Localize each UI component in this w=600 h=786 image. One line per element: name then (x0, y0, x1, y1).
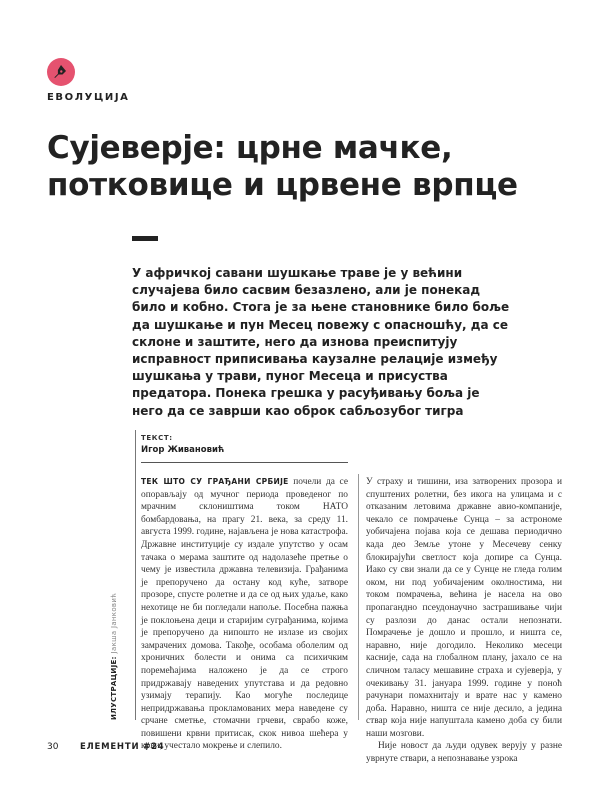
body-column-left (141, 476, 348, 753)
body-paragraph: У страху и тишини, иза затворених прозора и спуштених ролетни, без икога на улицама и с отказаним летовима државне авио-компаније, чекало се помрачење Сунца – за астрономе уобичајена појава која се дешава периодично када део Земље утоне у Месечеву сенку блокирајући светлост која допире са Сунца. Иако су сви знали да се у Сунце не гледа голим оком, ни под уобичајеним околностима, ни током помрачења, већина је насела на ово пропагандно псеудонаучно застрашивање чији су разлози до данас остали непознати. Помрачење је дошло и прошло, и ништа се, наравно, није догодило. Неколико месеци касније, сада на глобалном плану, јахало се на сличном таласу мешавине страха и сујеверја, у очекивању 31. јануара 1999. године у поноћ рачунари помахнитају и врате нас у камено доба. Наравно, ништа се није десило, а једина ствар која није напуштала камено доба су били наши мозгови. (366, 477, 562, 739)
byline-author: Игор Живановић (141, 445, 225, 455)
fountain-pen-icon (53, 64, 69, 80)
body-column-right (366, 476, 562, 766)
body-paragraph (141, 476, 348, 753)
article-title: Сујеверје: црне мачке, потковице и црвене врпце (47, 130, 518, 203)
title-rule (132, 236, 158, 241)
margin-rule (135, 430, 136, 720)
section-badge (47, 58, 75, 86)
illustration-label: ИЛУСТРАЦИЈЕ: (110, 656, 118, 720)
article-lead: У афричкој савани шушкање траве је у већини случајева било сасвим безазлено, али је понекад било и кобно. Стога је за њене становнике било боље да шушкање и пун Месец повежу с опасношћу, да се склоне и заштите, него да изнова преиспитују исправност приписивања каузалне релације између шушкања у трави, пуног Месеца и присуства предатора. Понека грешка у расуђивању боља је него да се заврши као оброк сабљозубог тигра (132, 266, 510, 418)
byline-rule (141, 462, 348, 463)
page-number: 30 (47, 742, 59, 752)
run-in-heading: ТЕК ШТО СУ ГРАЂАНИ СРБИЈЕ (141, 477, 289, 486)
body-paragraph: Није новост да људи одувек верују у разне уврнуте ствари, а непознавање узрока (366, 741, 562, 765)
magazine-name: ЕЛЕМЕНТИ #24 (80, 742, 165, 752)
illustration-credit (110, 593, 118, 720)
byline-label: ТЕКСТ: (141, 434, 173, 442)
illustration-artist: Јакша Јанковић (110, 592, 118, 654)
body-text: почели да се опорављају од мучног периода проведеног по мрачним склоништима током НАТО бомбардовања, на прагу 21. века, за среду 11. августа 1999. године, најављена је нова катастрофа. Државне институције су издале упутство у осам тачака о мерама заштите од надолазеће претње о чему је известила државна телевизија. Грађанима је препоручено да остану код куће, затворе прозоре, спусте ролетне и да се од њих удаље, како нехотице не би погледали напоље. Посебна пажња је поклоњена деци и старијим суграђанима, којима је препоручено да нипошто не излазе из својих замрачених домова. Такође, особама оболелим од хроничних болести и онима са психичким поремећајима наложено је да се строго придржавају наведених упутстава и да редовно узимају терапију. Као могуће последице непридржавања прокламованих мера наведене су срчане сметње, стомачни грчеви, сврабо коже, повишени крвни притисак, скок нивоа шећера у крви, учестало мокрење и слепило. (141, 477, 348, 752)
column-rule (358, 474, 359, 720)
section-label: ЕВОЛУЦИЈА (47, 92, 130, 103)
